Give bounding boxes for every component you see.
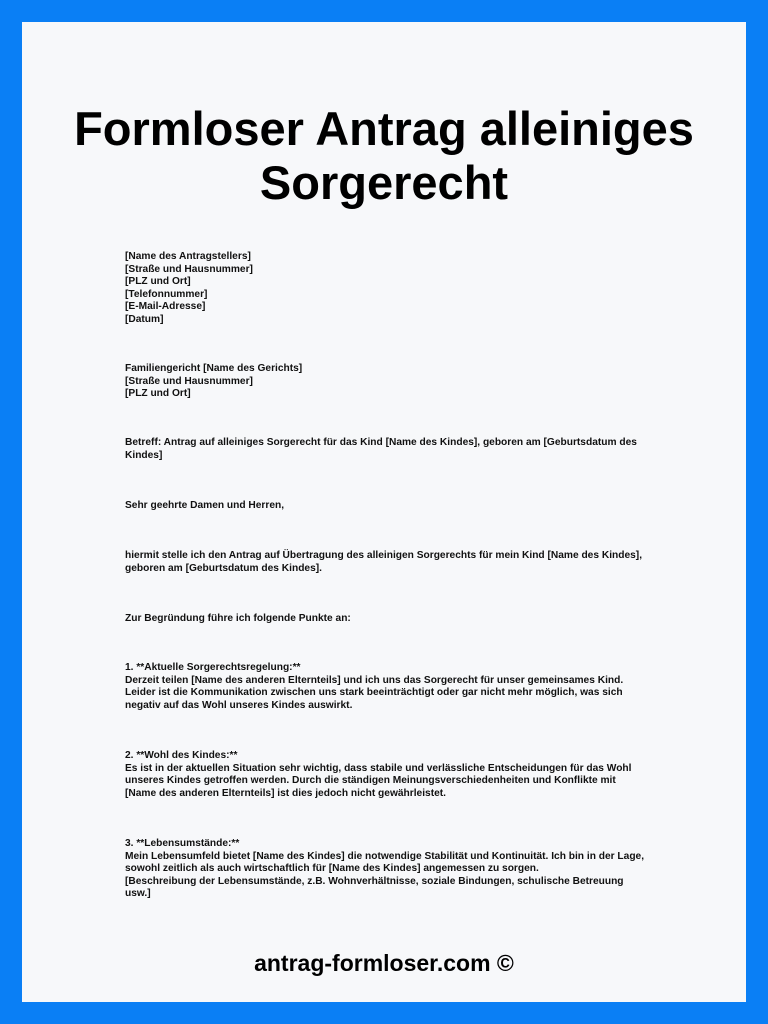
subject-line-2: Kindes] xyxy=(125,449,163,461)
reasons-intro xyxy=(125,613,645,626)
sender-city: [PLZ und Ort] xyxy=(125,276,191,288)
document-title xyxy=(22,102,746,210)
site-footer-watermark: antrag-formloser.com © xyxy=(254,950,514,976)
reason-point-line: Mein Lebensumfeld bietet [Name des Kindes] die notwendige Stabilität und Kontinuität. Ich bin in der Lage, xyxy=(125,850,645,862)
subject-line xyxy=(125,437,645,462)
sender-phone: [Telefonnummer] xyxy=(125,288,208,300)
reason-point-line: sowohl zeitlich als auch wirtschaftlich für [Name des Kindes] angemessen zu sorgen. xyxy=(125,863,539,875)
reason-point-line: Derzeit teilen [Name des anderen Elternteils] und ich uns das Sorgerecht für unser gemeinsames Kind. xyxy=(125,674,624,686)
reason-point-heading: 3. **Lebensumstände:** xyxy=(125,838,240,849)
reasons-intro-text: Zur Begründung führe ich folgende Punkte an: xyxy=(125,613,351,624)
reason-point-line: usw.] xyxy=(125,888,151,900)
reason-point-line: [Name des anderen Elternteils] ist dies jedoch nicht gewährleistet. xyxy=(125,787,446,799)
salutation-text: Sehr geehrte Damen und Herren, xyxy=(125,500,285,511)
intro-line-1: hiermit stelle ich den Antrag auf Übertragung des alleinigen Sorgerechts für mein Kind [Name des Kindes], xyxy=(125,550,643,561)
reason-point-heading: 1. **Aktuelle Sorgerechtsregelung:** xyxy=(125,662,301,673)
reason-point-3 xyxy=(125,838,645,901)
reason-point-line: negativ auf das Wohl unseres Kindes auswirkt. xyxy=(125,699,353,711)
reason-point-2 xyxy=(125,750,645,800)
sender-name: [Name des Antragstellers] xyxy=(125,251,251,262)
intro-paragraph xyxy=(125,550,645,575)
document-page xyxy=(22,22,746,1002)
sender-address-block xyxy=(125,251,645,327)
reason-point-line: Leider ist die Kommunikation zwischen uns stark beeinträchtigt oder gar nicht mehr möglich, was sich xyxy=(125,687,623,699)
subject-line-1: Betreff: Antrag auf alleiniges Sorgerecht für das Kind [Name des Kindes], geboren am [Geburtsdatum des xyxy=(125,437,637,448)
title-line-2: Sorgerecht xyxy=(259,156,509,209)
salutation xyxy=(125,500,645,513)
recipient-address-block xyxy=(125,363,645,401)
sender-date: [Datum] xyxy=(125,313,164,325)
recipient-court: Familiengericht [Name des Gerichts] xyxy=(125,363,303,374)
sender-email: [E-Mail-Adresse] xyxy=(125,301,206,313)
reason-point-1 xyxy=(125,662,645,712)
reason-point-line: unseres Kindes getroffen werden. Durch die ständigen Meinungsverschiedenheiten und Konflikte mit xyxy=(125,775,616,787)
reason-point-line: [Beschreibung der Lebensumstände, z.B. Wohnverhältnisse, soziale Bindungen, schulische Betreuung xyxy=(125,875,624,887)
title-line-1: Formloser Antrag alleiniges xyxy=(74,102,694,155)
reason-point-heading: 2. **Wohl des Kindes:** xyxy=(125,750,238,761)
reason-point-line: Es ist in der aktuellen Situation sehr wichtig, dass stabile und verlässliche Entscheidungen für das Wohl xyxy=(125,762,632,774)
sender-street: [Straße und Hausnummer] xyxy=(125,263,253,275)
recipient-city: [PLZ und Ort] xyxy=(125,388,191,400)
recipient-street: [Straße und Hausnummer] xyxy=(125,375,253,387)
intro-line-2: geboren am [Geburtsdatum des Kindes]. xyxy=(125,562,322,574)
